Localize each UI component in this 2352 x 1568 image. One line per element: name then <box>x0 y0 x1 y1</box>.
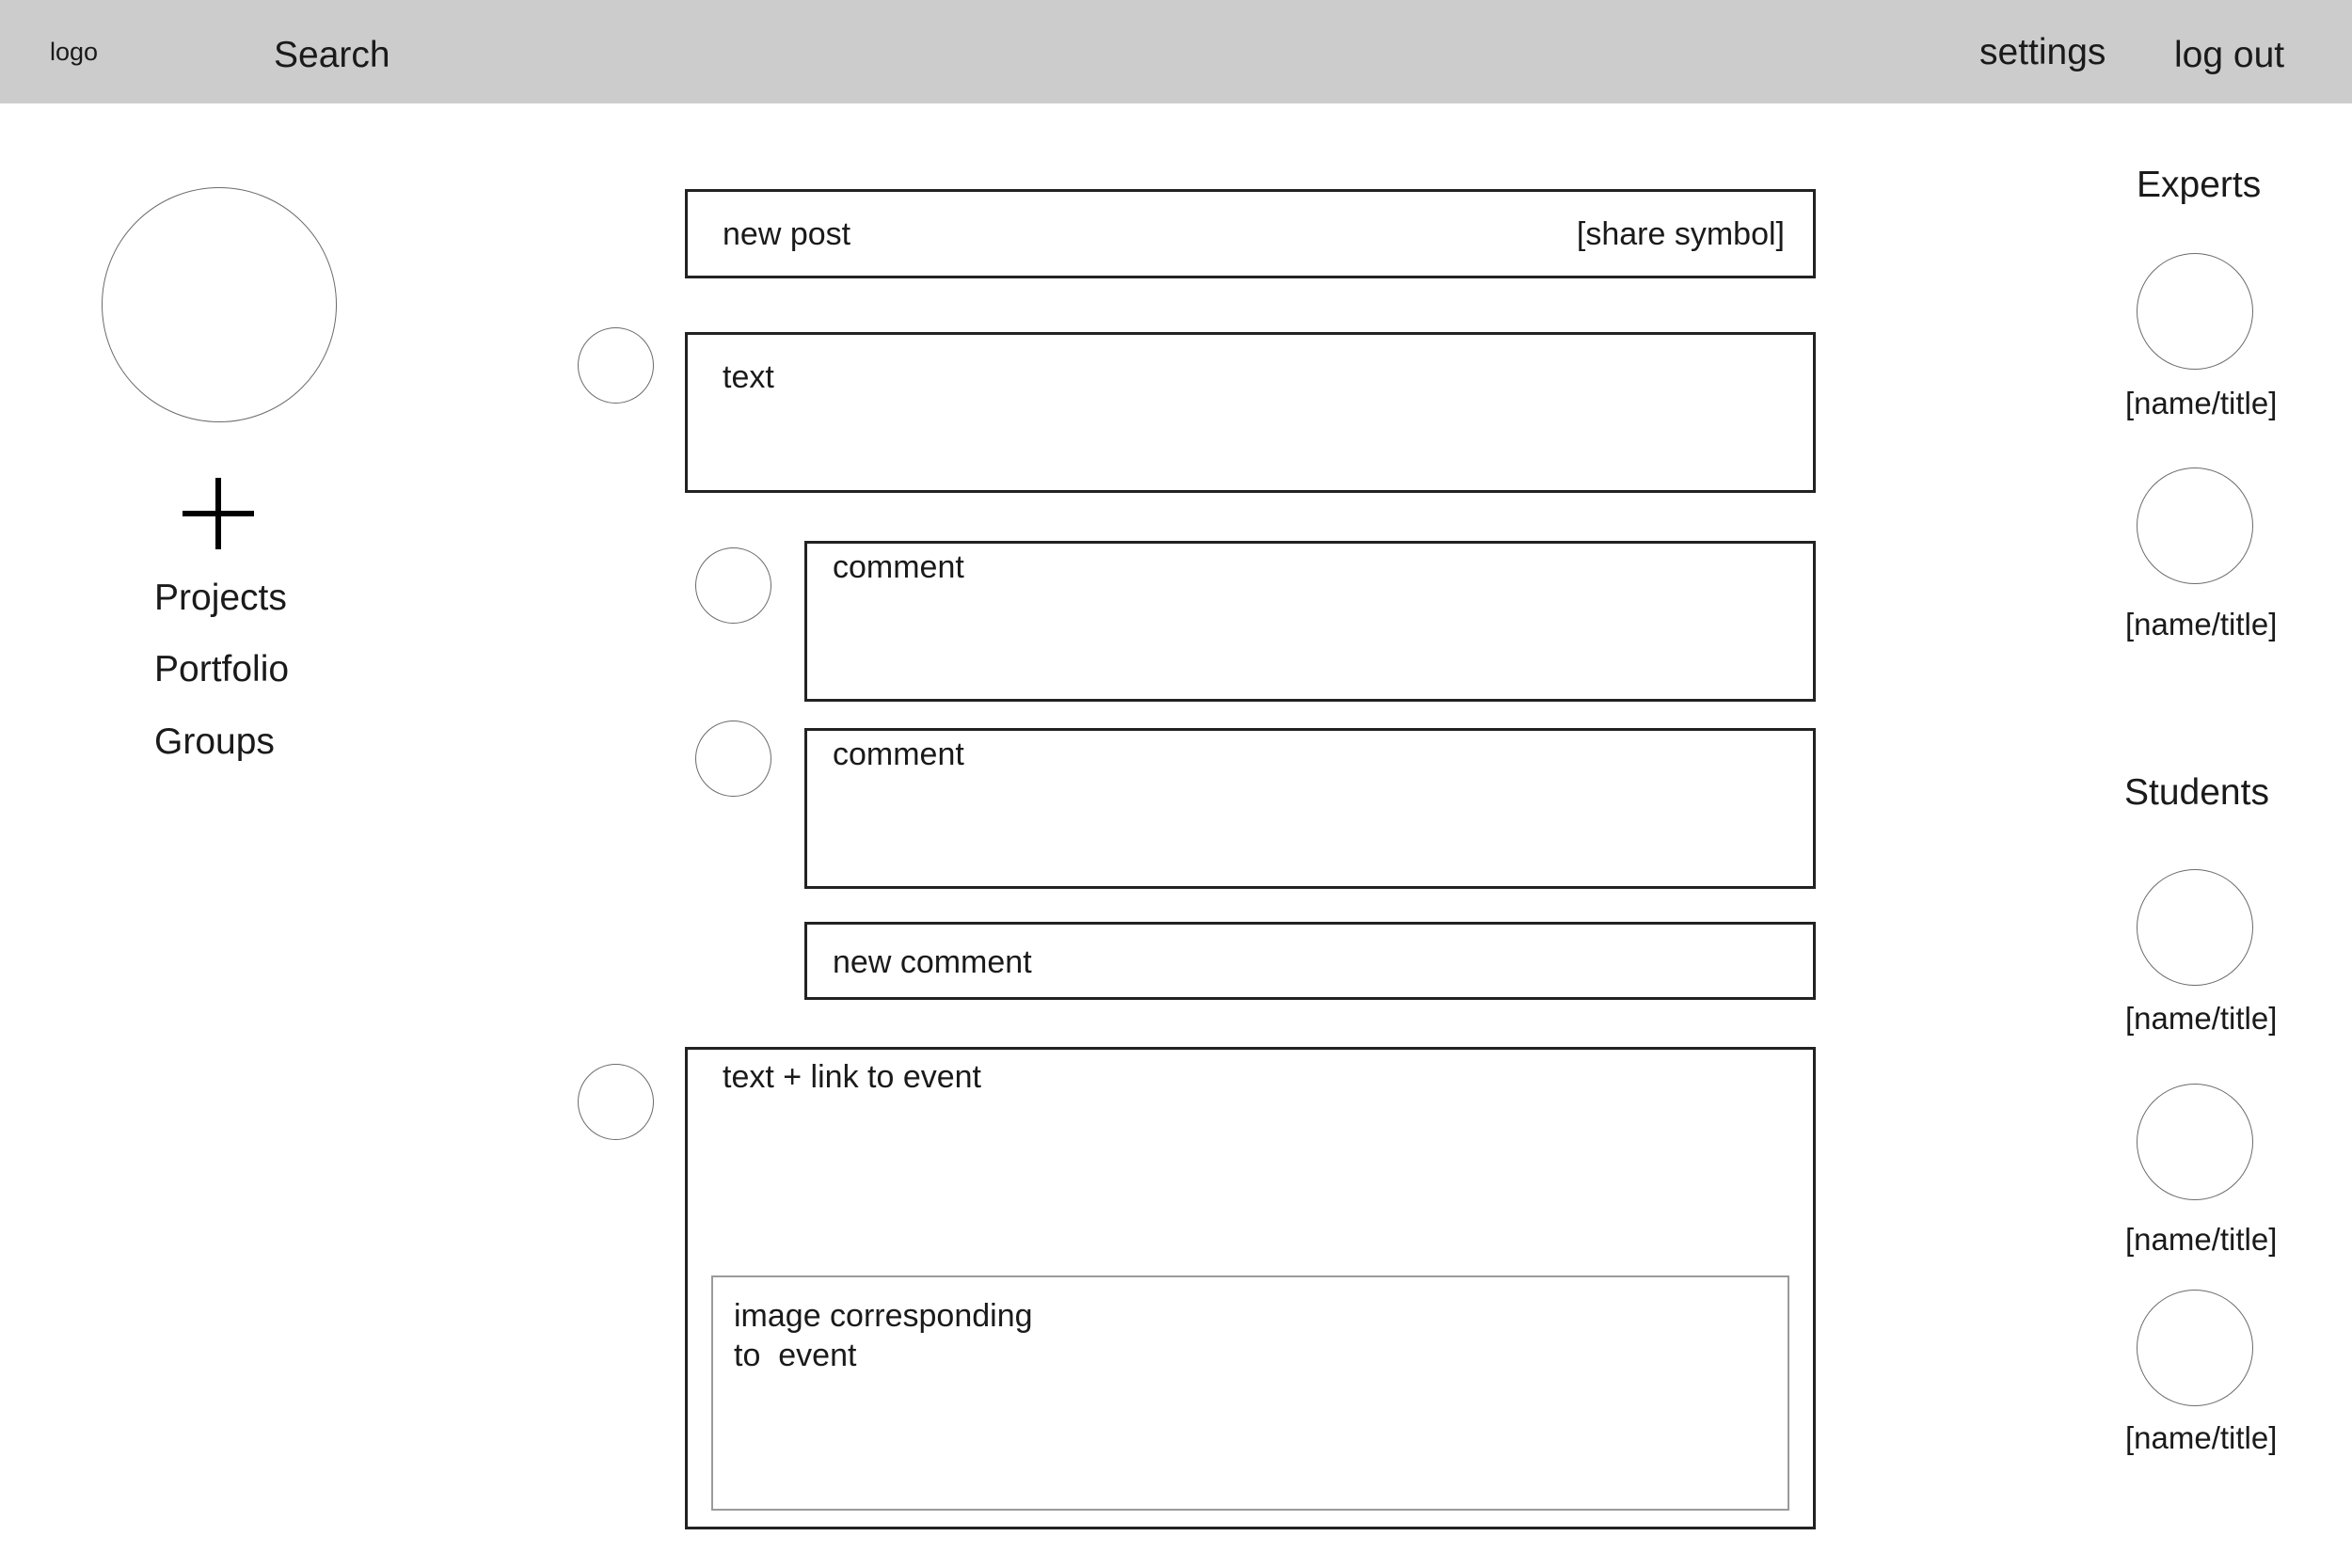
new-post-label: new post <box>723 216 851 252</box>
student-avatar[interactable] <box>2137 1084 2253 1200</box>
comment-text: comment <box>833 549 964 585</box>
logo[interactable]: logo <box>50 38 99 66</box>
expert-name[interactable]: [name/title] <box>2125 386 2278 420</box>
plus-icon[interactable] <box>183 478 254 549</box>
comment-card <box>804 541 1816 702</box>
post-author-avatar[interactable] <box>578 1064 654 1140</box>
comment-text: comment <box>833 736 964 772</box>
new-comment-input[interactable] <box>804 922 1816 1000</box>
student-name[interactable]: [name/title] <box>2125 1420 2278 1455</box>
event-image[interactable] <box>711 1275 1789 1511</box>
post-author-avatar[interactable] <box>578 327 654 404</box>
share-icon[interactable]: [share symbol] <box>1576 216 1785 252</box>
post-text: text <box>723 359 774 395</box>
sidebar-item-portfolio[interactable]: Portfolio <box>154 649 290 689</box>
student-avatar[interactable] <box>2137 1290 2253 1406</box>
comment-author-avatar[interactable] <box>695 547 771 624</box>
event-image-caption-line2: to event <box>734 1338 857 1373</box>
experts-heading: Experts <box>2137 165 2262 205</box>
expert-name[interactable]: [name/title] <box>2125 607 2278 641</box>
new-post-input[interactable] <box>685 189 1816 278</box>
student-name[interactable]: [name/title] <box>2125 1222 2278 1257</box>
sidebar-item-groups[interactable]: Groups <box>154 721 275 762</box>
settings-link[interactable]: settings <box>1979 32 2106 72</box>
event-image-caption-line1: image corresponding <box>734 1298 1033 1334</box>
event-image-caption <box>734 1296 1033 1375</box>
new-comment-label: new comment <box>833 944 1032 980</box>
student-name[interactable]: [name/title] <box>2125 1001 2278 1036</box>
sidebar-item-projects[interactable]: Projects <box>154 578 287 618</box>
students-heading: Students <box>2124 772 2269 813</box>
comment-card <box>804 728 1816 889</box>
expert-avatar[interactable] <box>2137 467 2253 584</box>
post-card <box>685 332 1816 493</box>
search-link[interactable]: Search <box>274 35 390 75</box>
comment-author-avatar[interactable] <box>695 721 771 797</box>
student-avatar[interactable] <box>2137 869 2253 986</box>
expert-avatar[interactable] <box>2137 253 2253 370</box>
event-post-card <box>685 1047 1816 1529</box>
event-post-text[interactable]: text + link to event <box>723 1059 981 1095</box>
logout-link[interactable]: log out <box>2174 35 2285 75</box>
profile-avatar[interactable] <box>102 187 337 422</box>
